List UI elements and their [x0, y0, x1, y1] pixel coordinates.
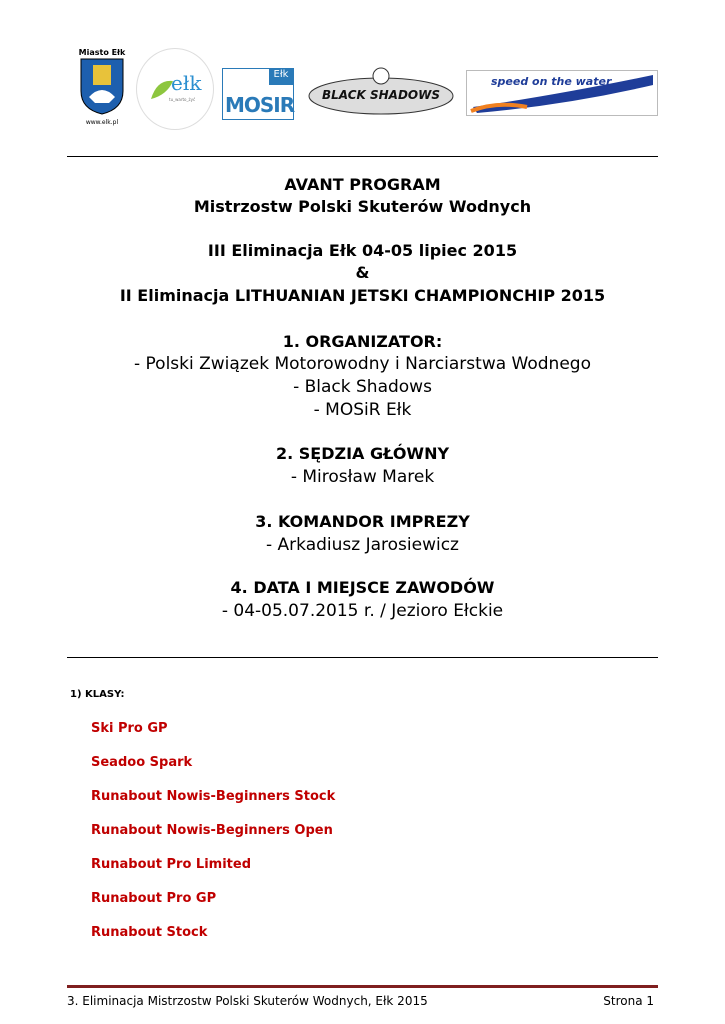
- miasto-elk-logo: [74, 48, 130, 136]
- footer: [67, 994, 658, 1008]
- organizator-item: - Black Shadows: [293, 377, 432, 397]
- class-item: Runabout Nowis-Beginners Stock: [91, 789, 336, 804]
- coat-of-arms-icon: [79, 57, 125, 115]
- black-shadows-text: BLACK SHADOWS: [321, 88, 440, 102]
- speed-on-water-logo: [466, 70, 658, 116]
- class-item: Runabout Pro Limited: [91, 857, 251, 872]
- title-mistrzostw: Mistrzostw Polski Skuterów Wodnych: [193, 197, 532, 216]
- sedzia-item: - Mirosław Marek: [290, 467, 435, 487]
- elk-brand-text: ełk: [171, 71, 202, 95]
- speed-on-water-text: speed on the water: [491, 75, 612, 88]
- middle-divider: [67, 657, 658, 658]
- class-item: Runabout Pro GP: [91, 891, 217, 906]
- mosir-logo: [222, 68, 294, 120]
- logo-strip: [74, 48, 664, 138]
- miasto-elk-label: Miasto Ełk: [78, 48, 126, 57]
- mosir-tag: Ełk: [269, 69, 293, 85]
- classes-heading: 1) KLASY:: [70, 689, 125, 700]
- komandor-item: - Arkadiusz Jarosiewicz: [266, 535, 459, 555]
- class-item: Runabout Nowis-Beginners Open: [91, 823, 333, 838]
- title-ampersand: &: [355, 263, 370, 282]
- footer-right: Strona 1: [603, 994, 654, 1008]
- top-divider: [67, 156, 658, 157]
- organizator-item: - Polski Związek Motorowodny i Narciarstwa Wodnego: [134, 354, 591, 374]
- class-item: Seadoo Spark: [91, 755, 193, 770]
- title-avant-program: AVANT PROGRAM: [284, 175, 441, 194]
- organizator-item: - MOSiR Ełk: [313, 400, 412, 420]
- section-organizator-heading: 1. ORGANIZATOR:: [282, 332, 443, 351]
- footer-rule: [67, 985, 658, 988]
- section-komandor-heading: 3. KOMANDOR IMPREZY: [255, 512, 470, 531]
- section-data-heading: 4. DATA I MIEJSCE ZAWODÓW: [230, 578, 495, 597]
- class-item: Runabout Stock: [91, 925, 208, 940]
- elk-brand-small: tu_warto_żyć: [169, 97, 196, 102]
- miasto-elk-url: www.elk.pl: [85, 119, 119, 126]
- black-shadows-logo: [306, 66, 456, 122]
- elk-brand-logo: [136, 48, 214, 130]
- data-item: - 04-05.07.2015 r. / Jezioro Ełckie: [221, 601, 504, 621]
- footer-left: 3. Eliminacja Mistrzostw Polski Skuterów Wodnych, Ełk 2015: [67, 994, 428, 1008]
- title-eliminacja-ii: II Eliminacja LITHUANIAN JETSKI CHAMPIONCHIP 2015: [119, 286, 606, 305]
- mosir-text: MOSIR: [225, 93, 295, 117]
- title-eliminacja-iii: III Eliminacja Ełk 04-05 lipiec 2015: [207, 241, 518, 260]
- section-sedzia-heading: 2. SĘDZIA GŁÓWNY: [275, 444, 450, 463]
- class-item: Ski Pro GP: [91, 721, 168, 736]
